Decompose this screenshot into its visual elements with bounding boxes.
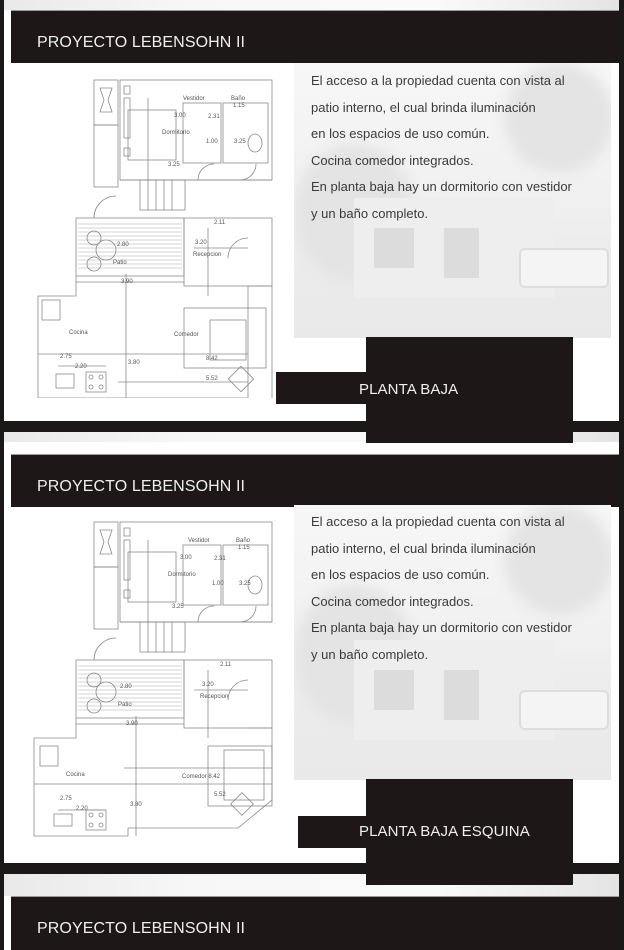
page-partial [4,874,619,950]
house-window [444,670,479,720]
svg-text:3.25: 3.25 [172,604,184,610]
svg-text:Baño: Baño [236,538,251,544]
floor-plan-drawing [28,68,278,398]
svg-text:2.75: 2.75 [60,354,72,360]
svg-text:3.20: 3.20 [195,240,207,246]
plan-label-block [366,779,573,863]
svg-text:2.31: 2.31 [214,556,226,562]
svg-text:Patio: Patio [118,702,132,708]
title-bar [11,454,619,507]
description-line: y un baño completo. [311,205,429,221]
plan-label-overhang [366,863,573,885]
svg-text:3.00: 3.00 [174,113,186,119]
svg-text:2.80: 2.80 [117,242,129,248]
plan-label: PLANTA BAJA ESQUINA [359,823,530,840]
svg-text:Dormitorio: Dormitorio [168,572,196,578]
svg-text:5.52: 5.52 [206,376,218,382]
svg-text:3.20: 3.20 [202,682,214,688]
svg-text:Dormitorio: Dormitorio [162,130,190,136]
car-shape [519,248,609,288]
svg-text:3.80: 3.80 [130,802,142,808]
description-line: El acceso a la propiedad cuenta con vista al [311,514,565,529]
description-line: y un baño completo. [311,646,429,662]
page-title: PROYECTO LEBENSOHN II [37,920,246,937]
description-line: En planta baja hay un dormitorio con vestidor [311,620,572,635]
svg-text:8.42: 8.42 [206,356,218,362]
svg-text:3.00: 3.00 [180,555,192,561]
car-shape [519,690,609,730]
floor-plan-drawing [28,510,278,840]
house-window [444,228,479,278]
description-line: En planta baja hay un dormitorio con vestidor [311,179,572,194]
svg-text:3.80: 3.80 [128,360,140,366]
svg-text:1.00: 1.00 [206,139,218,145]
description-line: Cocina comedor integrados. [311,593,474,609]
svg-text:3.25: 3.25 [168,162,180,168]
svg-text:2.75: 2.75 [60,796,72,802]
svg-text:3.90: 3.90 [126,721,138,727]
plan-label-block [366,337,573,421]
house-window [374,228,414,268]
svg-text:2.11: 2.11 [214,220,226,226]
svg-text:3.25: 3.25 [239,581,251,587]
svg-text:Vestidor: Vestidor [183,96,205,102]
description [311,509,611,668]
description-line: en los espacios de uso común. [311,567,490,582]
title-bar [11,10,619,63]
svg-text:5.52: 5.52 [214,792,226,798]
page-planta-baja-esquina [4,432,619,863]
page-planta-baja [4,0,619,421]
description-line: patio interno, el cual brinda iluminación [311,540,536,556]
svg-text:Recepcion: Recepcion [193,252,222,258]
svg-text:Vestidor: Vestidor [188,538,210,544]
svg-text:1.00: 1.00 [212,581,224,587]
description-line: en los espacios de uso común. [311,126,490,141]
svg-text:3.25: 3.25 [234,139,246,145]
svg-text:1.15: 1.15 [238,545,250,551]
house-window [374,670,414,710]
page-title: PROYECTO LEBENSOHN II [37,34,246,51]
svg-text:2.31: 2.31 [208,114,220,120]
plan-labels [60,96,246,382]
description-line: El acceso a la propiedad cuenta con vista al [311,73,565,88]
svg-text:3.90: 3.90 [121,279,133,285]
description [311,68,611,227]
svg-text:2.80: 2.80 [120,684,132,690]
svg-text:Comedor 8.42: Comedor 8.42 [182,774,221,780]
plan-label: PLANTA BAJA [359,381,459,398]
svg-text:Cocina: Cocina [66,772,85,778]
page-top-ghost [4,0,619,10]
plan-label-overhang [366,421,573,443]
floor-plan [28,68,278,398]
page-title: PROYECTO LEBENSOHN II [37,478,246,495]
description-line: Cocina comedor integrados. [311,152,474,168]
svg-text:1.15: 1.15 [233,103,245,109]
svg-text:2.20: 2.20 [76,806,88,812]
svg-text:Recepcion: Recepcion [200,694,229,700]
svg-text:Comedor: Comedor [174,332,199,338]
svg-text:Patio: Patio [113,260,127,266]
title-bar [11,896,619,950]
svg-text:2.11: 2.11 [220,662,232,668]
description-line: patio interno, el cual brinda iluminación [311,99,536,115]
svg-text:Baño: Baño [231,96,246,102]
floor-plan [28,510,278,840]
svg-text:Cocina: Cocina [69,330,88,336]
svg-text:2.20: 2.20 [75,364,87,370]
